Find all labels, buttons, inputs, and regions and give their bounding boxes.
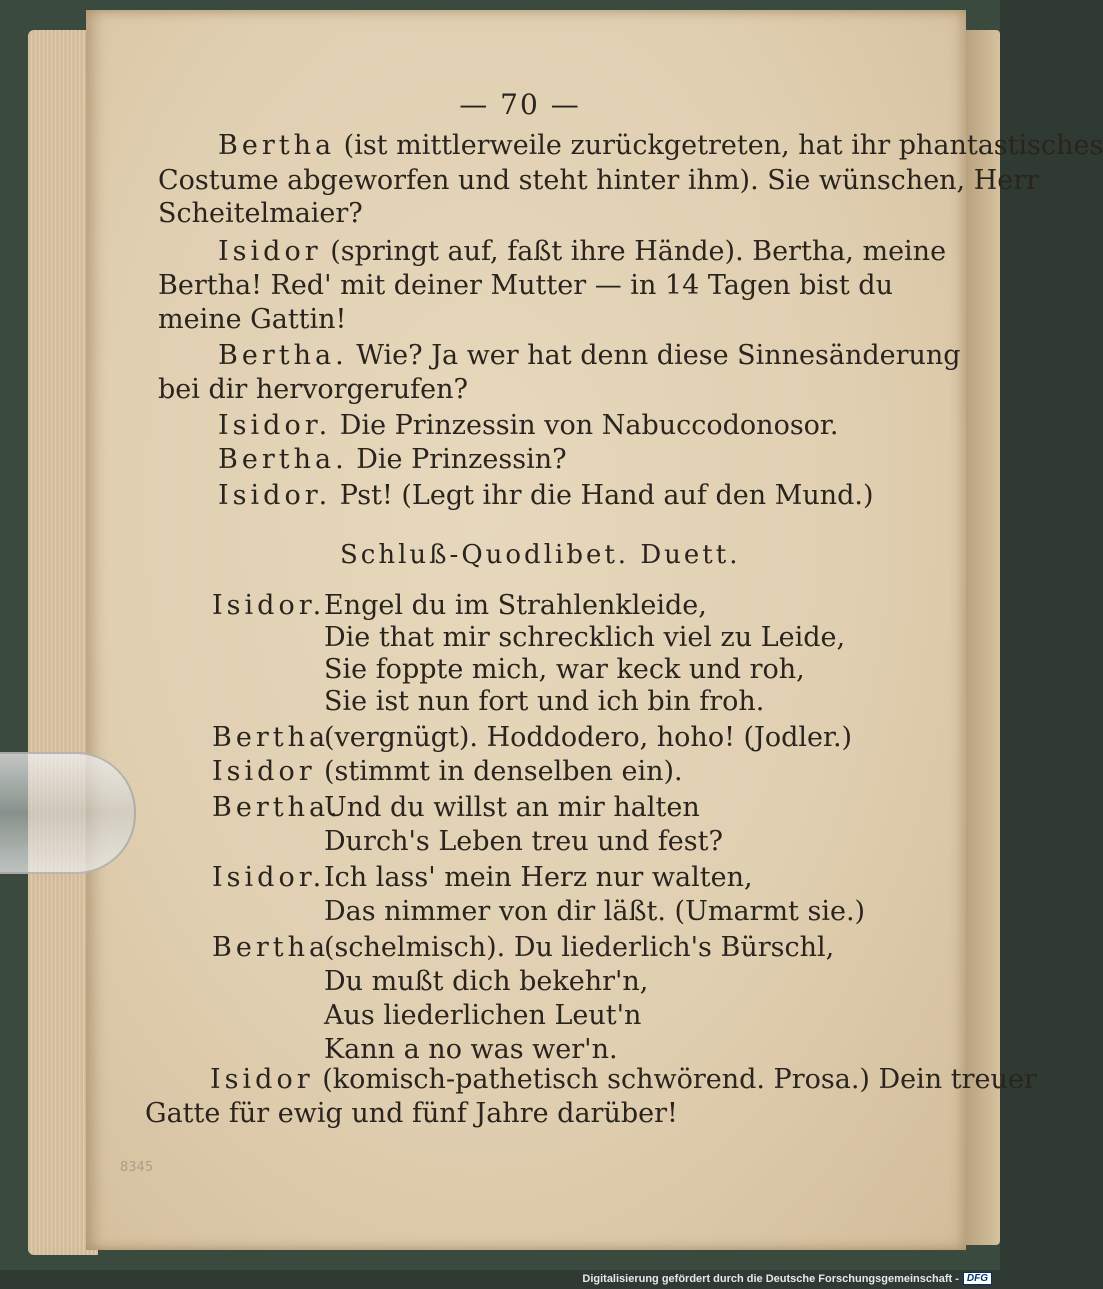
duet-line [212, 932, 834, 963]
lines-line [158, 304, 346, 335]
speaker-name: Isidor. [218, 480, 332, 511]
duet-line [212, 590, 707, 621]
lines-line [218, 410, 838, 441]
speaker-name: Isidor [210, 1064, 314, 1095]
line-text: Bertha! Red' mit deiner Mutter — in 14 Tagen bist du [158, 270, 893, 301]
speaker-name: Bertha [218, 130, 336, 161]
duet-line [212, 1034, 618, 1065]
speaker-name: Isidor [212, 756, 316, 787]
line-text: (springt auf, faßt ihre Hände). Bertha, meine [321, 236, 947, 267]
speaker-name: Bertha. [218, 444, 348, 475]
duet-line [212, 896, 865, 927]
lines-line [218, 444, 567, 475]
lines-line [218, 480, 874, 511]
speaker-name: Bertha [212, 932, 330, 963]
lines-line [218, 130, 1103, 161]
duet-line [212, 722, 852, 753]
duet-line [212, 966, 648, 997]
speaker-name: Bertha [212, 722, 330, 753]
line-text: Durch's Leben treu und fest? [324, 826, 723, 857]
duet-line [212, 622, 845, 653]
line-text: Ich lass' mein Herz nur walten, [324, 862, 753, 893]
duet-line [212, 862, 753, 893]
line-text: Du mußt dich bekehr'n, [324, 966, 649, 997]
duet-line [212, 686, 764, 717]
lines-line [158, 165, 1039, 196]
line-text: (stimmt in denselben ein). [324, 756, 683, 787]
speaker-name: Isidor. [212, 862, 326, 893]
duet-line [212, 1000, 641, 1031]
lines-line [218, 236, 946, 267]
line-text: Scheitelmaier? [158, 198, 363, 229]
line-text: (komisch-pathetisch schwörend. Prosa.) Dein treuer [313, 1064, 1037, 1095]
library-stamp: 8345 [120, 1160, 154, 1175]
lines-line [158, 374, 468, 405]
closing-line [145, 1098, 678, 1129]
lines-line [158, 198, 363, 229]
line-text: (vergnügt). Hoddodero, hoho! (Jodler.) [324, 722, 853, 753]
line-text: Engel du im Strahlenkleide, [324, 590, 707, 621]
line-text: Kann a no was wer'n. [324, 1034, 618, 1065]
line-text: Gatte für ewig und fünf Jahre darüber! [145, 1098, 678, 1129]
duet-line [212, 654, 805, 685]
line-text: (ist mittlerweile zurückgetreten, hat ihr phantastisches [335, 130, 1103, 161]
closing-line [210, 1064, 1037, 1095]
speaker-name: Bertha. [218, 340, 348, 371]
speaker-name: Isidor. [212, 590, 326, 621]
lines-line [218, 340, 961, 371]
lines-line [158, 270, 893, 301]
duet-line [212, 826, 723, 857]
line-text: Und du willst an mir halten [324, 792, 700, 823]
dfg-logo: DFG [963, 1272, 992, 1285]
line-text: Aus liederlichen Leut'n [324, 1000, 642, 1031]
section-heading: Schluß-Quodlibet. Duett. [340, 540, 741, 570]
line-text: (schelmisch). Du liederlich's Bürschl, [324, 932, 835, 963]
footer-credit [582, 1272, 992, 1285]
line-text: bei dir hervorgerufen? [158, 374, 468, 405]
facing-page-edge [966, 30, 1000, 1245]
line-text: Costume abgeworfen und steht hinter ihm). Sie wünschen, Herr [158, 165, 1040, 196]
line-text: Sie ist nun fort und ich bin froh. [324, 686, 765, 717]
line-text: Wie? Ja wer hat denn diese Sinnesänderung [347, 340, 961, 371]
footer-text: Digitalisierung gefördert durch die Deutsche Forschungsgemeinschaft - [582, 1272, 959, 1285]
speaker-name: Bertha. [212, 792, 342, 823]
line-text: meine Gattin! [158, 304, 347, 335]
page-clip [0, 752, 136, 874]
line-text: Die that mir schrecklich viel zu Leide, [324, 622, 846, 653]
duet-line [212, 792, 700, 823]
line-text: Sie foppte mich, war keck und roh, [324, 654, 805, 685]
line-text: Das nimmer von dir läßt. (Umarmt sie.) [324, 896, 866, 927]
speaker-name: Isidor. [218, 410, 332, 441]
speaker-name: Isidor [218, 236, 322, 267]
duet-line [212, 756, 683, 787]
page-number: — 70 — [459, 88, 581, 121]
line-text: Pst! (Legt ihr die Hand auf den Mund.) [331, 480, 874, 511]
line-text: Die Prinzessin? [347, 444, 567, 475]
line-text: Die Prinzessin von Nabuccodonosor. [331, 410, 839, 441]
